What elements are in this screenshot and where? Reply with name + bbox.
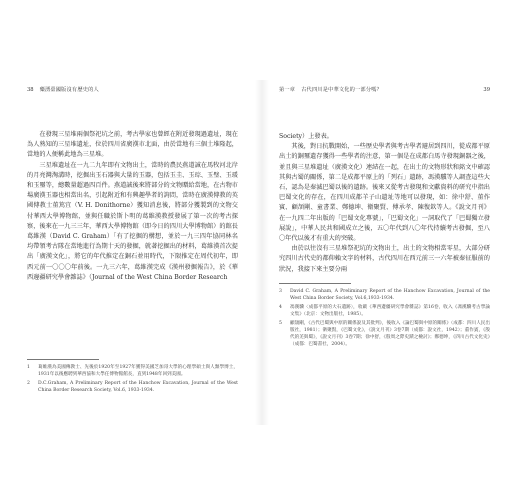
right-chapter-label: 第一章 (279, 87, 296, 93)
left-body-text (27, 130, 238, 283)
footnote-text: D.C.Graham, A Preliminary Report of the Hanchow Excavation, Journal of the West China Border Research Society, Vol.6, 1933-1934. (38, 381, 238, 394)
right-running-head (279, 86, 490, 94)
footnote-text: 葛維漢為美國傳教士、先後於1920年至1927年獲得美國芝加哥大學的心理學碩士與人類學博士，1931年以後應聘到華西協和大學任博物館館長，直到1948年回到美國。 (38, 365, 238, 378)
footnote (27, 380, 238, 394)
footnote-number: 5 (279, 320, 282, 326)
left-running-head (27, 86, 238, 94)
left-running-title: 藥湧臺國版沒有歷史的人 (39, 87, 99, 93)
footnote (279, 288, 490, 302)
footnote-number: 1 (27, 365, 30, 371)
footnote-text: David C. Graham, A Preliminary Report of the Hanchow Excavation, Journal of the West China Border Society, Vol.6,1933-1934. (290, 288, 490, 301)
footnote-number: 2 (27, 381, 30, 387)
footnote-number: 4 (279, 304, 282, 310)
footnote-text: 馮漢驥〈成都平原的大石遺跡〉，收載《華西邊疆研究學會雜誌》第16卷，收入《馮漢驥考古學論文集》（北京：文物出版社，1985）。 (290, 304, 490, 317)
footnote (279, 320, 490, 348)
right-paragraph-3: 由於以往沒有三星堆祭祀坑的文物出土，出土的文物相當零星，大部分研究四川古代史的都仰賴文字的材料，古代四川在西元前三一六年被秦征服前的狀況，我接下來主要分兩 (279, 245, 490, 273)
footnote (279, 304, 490, 318)
left-paragraph-2: 三星堆遺址在一九二九年即有文物出土，當時的農民燕道誠在馬牧河北岸的月亮灣淘溝時，挖掘出玉石器與大量的玉器，包括玉圭、玉琮、玉璧、玉瑗和玉璽等，總數量超過四百件。燕道誠後來將部分的文物贈給當地，在古物市場廣漢玉器也相當出名，引起附近和有興趣學者的詢問，當時在廣漢傳教的英國傳教士董篤宜（V. H. Donithorne）獲知消息後，將部分獲製到的文物交付華西大學博物館，並與任職於斯卜明的葛維漢教授發展了第一次的考古探察，後來在一九三三年，華西大學博物館（即今日的四川大學博物館）的館長葛維漢（David C. Graham）「有了挖掘的構想，並於一九三四年協同林名均帶領考古隊在當地進行為期十天的發掘，就著挖掘出的材料，葛維漢首次提出「廣漢文化」，將它的年代推定在銅石並用時代，下限推定在周代初年，即西元前一〇〇〇年前後。一九三六年，葛維漢完成《漢州發掘報告》，於《華西邊疆研究學會雜誌》（Journal of the West China Border Research (27, 161, 238, 281)
right-body-text (279, 132, 490, 275)
right-footnote-rule (279, 283, 351, 284)
footnote-text: 顧頡剛，《古代巴蜀與中原的關係說及其批判》，後收入《論巴蜀與中原的關係》（成都：四川人民出版社，1981）；衛聚賢，《巴蜀文化》，《說文月刊》3卷7期（成都：說文社，1942）；董作賓，《殷代的羌與蜀》，《說文月刊》3卷7期；徐中舒，《殷周之際史蹟之檢討》；鄭德坤，《四川古代文化史》（成都：巴蜀書社，2004）。 (290, 320, 490, 347)
right-footnotes (279, 288, 490, 348)
book-gutter (255, 80, 269, 425)
left-page (27, 86, 238, 416)
left-footnotes (27, 364, 238, 394)
footnote-number: 3 (279, 288, 282, 294)
left-footnote-rule (27, 359, 99, 360)
right-running-title: 古代四川是中華文化的一部分嗎？ (301, 87, 382, 93)
left-page-number: 38 (27, 87, 34, 93)
footnote (27, 364, 238, 378)
right-page-number: 39 (483, 87, 490, 93)
right-paragraph-1: Society）上發表。 (279, 133, 333, 140)
right-paragraph-2: 其後，對日抗戰開始，一些歷史學者與考古學者避居到四川，從成都平原出土的銅璽遺存獲得一些學者的注意，第一個是在成都白馬寺發現銅器之後，並且與三星堆遺址（廣漢文化）連結在一起，在出土的文物形狀和銘文中確認其與古蜀的關係，第二是成都平原上的「列石」遺跡，馮漢驥等人調查這些大石，認為是秦滅巴蜀以後的遺跡。後來又從考古發現和文獻資料的研究中指出巴蜀文化的存在，在四川成都羊子山遺址等地可以發現，如：徐中舒、董作賓、顧頡剛、童書業、鄭德坤、衛聚賢、傅承孝、陳復欽等人。《說文月刊》在一九四二年出版的「巴蜀文化專號」，「巴蜀文化」一詞取代了「巴蜀獨立發展說」，中華人民共和國成立之後，五〇年代到八〇年代持續考古發掘，至八〇年代以後才有重大的突破。 (279, 143, 490, 243)
right-page (279, 86, 490, 416)
left-paragraph-1: 在發現三星堆兩個祭祀坑之前，考古學家也曾經在附近發現過遺址，現在為人熟知的三星堆遺址，位於四川省廣漢市北面，由於當地有三個土堆隆起，當地的人便稱此地為三星堆。 (27, 131, 238, 159)
